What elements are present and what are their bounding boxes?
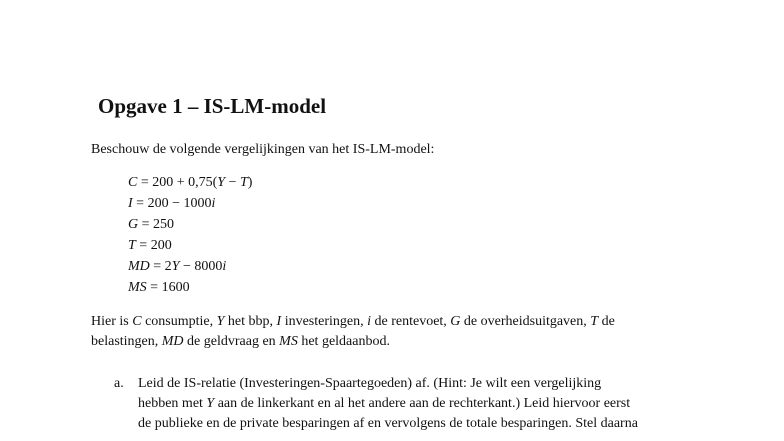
page-title: Opgave 1 – IS-LM-model	[98, 94, 327, 118]
question-a-text	[138, 374, 738, 434]
equation-money-supply: MS = 1600	[128, 280, 190, 295]
description-line-2: belastingen, MD de geldvraag en MS het geldaanbod.	[91, 334, 390, 349]
equation-taxes: T = 200	[128, 238, 172, 253]
equation-list	[128, 172, 252, 298]
question-a-line-1: Leid de IS-relatie (Investeringen-Spaartegoeden) af. (Hint: Je wilt een vergelijking	[138, 376, 602, 391]
intro-text: Beschouw de volgende vergelijkingen van het IS-LM-model:	[91, 142, 435, 157]
equation-money-demand: MD = 2Y − 8000i	[128, 259, 227, 274]
equation-government: G = 250	[128, 217, 175, 232]
question-a-line-2: hebben met Y aan de linkerkant en al het andere aan de rechterkant.) Leid hiervoor eerst	[138, 396, 631, 411]
question-a-line-3: de publieke en de private besparingen af en vervolgens de totale besparingen. Stel daarna	[138, 416, 638, 431]
description-line-1: Hier is C consumptie, Y het bbp, I investeringen, i de rentevoet, G de overheidsuitgaven, T de	[91, 314, 615, 329]
variable-description	[91, 312, 691, 352]
equation-investment: I = 200 − 1000i	[128, 196, 216, 211]
equation-consumption: C = 200 + 0,75(Y − T)	[128, 175, 253, 190]
question-a-marker: a.	[114, 376, 124, 391]
